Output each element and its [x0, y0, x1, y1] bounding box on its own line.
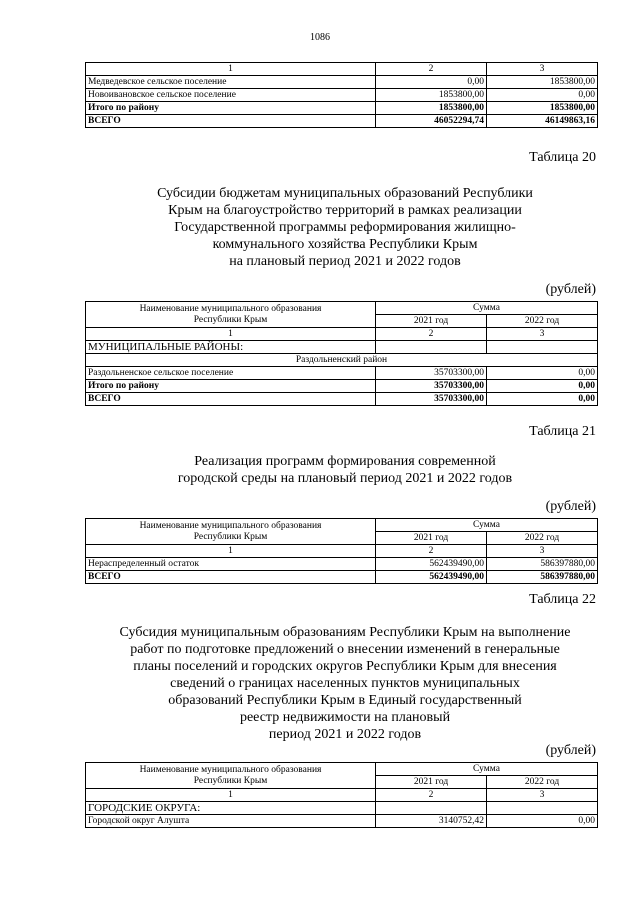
table-20-units: (рублей): [545, 282, 596, 297]
col-number-1: 1: [86, 789, 376, 802]
row-value-2022: 586397880,00: [487, 558, 598, 571]
col-number-2: 2: [376, 63, 487, 76]
row-name: Медведевское сельское поселение: [86, 76, 376, 89]
col-number-1: 1: [86, 545, 376, 558]
district-total-row: [86, 380, 598, 393]
column-number-row: [86, 328, 598, 341]
grand-total-row: [86, 571, 598, 584]
header-name-line1: Наименование муниципального образования: [139, 764, 322, 775]
header-2021: 2021 год: [376, 315, 487, 328]
table-20: [85, 301, 598, 406]
page-number: 1086: [310, 32, 330, 43]
title-line: коммунального хозяйства Республики Крым: [212, 237, 478, 252]
grand-total-2022: 46149863,16: [487, 115, 598, 128]
table-row: [86, 815, 598, 828]
title-line: Государственной программы реформирования жилищно-: [174, 220, 516, 235]
column-number-row: [86, 63, 598, 76]
header-name-cell: [86, 519, 376, 545]
row-value-2021: 35703300,00: [376, 367, 487, 380]
district-total-2021: 1853800,00: [376, 102, 487, 115]
row-name: Новоивановское сельское поселение: [86, 89, 376, 102]
table-21-units: (рублей): [545, 499, 596, 514]
header-name-line2: Республики Крым: [193, 531, 268, 542]
header-name-cell: [86, 302, 376, 328]
table-row: [86, 367, 598, 380]
title-line: период 2021 и 2022 годов: [268, 727, 422, 742]
section-label: ГОРОДСКИЕ ОКРУГА:: [86, 802, 376, 815]
table-21-title: [60, 453, 630, 487]
row-value-2021: 562439490,00: [376, 558, 487, 571]
header-sum: Сумма: [376, 519, 598, 532]
row-name: Раздольненское сельское поселение: [86, 367, 376, 380]
header-name-line1: Наименование муниципального образования: [139, 303, 322, 314]
section-row: [86, 802, 598, 815]
row-value-2021: 0,00: [376, 76, 487, 89]
grand-total-label: ВСЕГО: [86, 115, 376, 128]
grand-total-row: [86, 115, 598, 128]
header-name-cell: [86, 763, 376, 789]
header-sum: Сумма: [376, 302, 598, 315]
table-19-tail: [85, 62, 598, 128]
table-22-units: (рублей): [545, 743, 596, 758]
title-line: на плановый период 2021 и 2022 годов: [229, 254, 461, 269]
col-number-3: 3: [487, 63, 598, 76]
title-line: Реализация программ формирования современной: [194, 454, 496, 469]
header-name-line1: Наименование муниципального образования: [139, 520, 322, 531]
header-sum: Сумма: [376, 763, 598, 776]
title-line: Субсидия муниципальным образованиям Республики Крым на выполнение: [119, 625, 571, 640]
title-line: Субсидии бюджетам муниципальных образований Республики: [157, 186, 533, 201]
col-number-2: 2: [376, 545, 487, 558]
row-name: Городской округ Алушта: [86, 815, 376, 828]
district-total-label: Итого по району: [86, 102, 376, 115]
row-value-2021: 3140752,42: [376, 815, 487, 828]
district-total-row: [86, 102, 598, 115]
grand-total-label: ВСЕГО: [86, 571, 376, 584]
col-number-1: 1: [86, 328, 376, 341]
title-line: сведений о границах населенных пунктов муниципальных: [170, 676, 520, 691]
title-line: образований Республики Крым в Единый государственный: [168, 693, 522, 708]
header-name-line2: Республики Крым: [193, 775, 268, 786]
header-2021: 2021 год: [376, 776, 487, 789]
header-2021: 2021 год: [376, 532, 487, 545]
header-row: [86, 519, 598, 532]
col-number-1: 1: [86, 63, 376, 76]
grand-total-2021: 35703300,00: [376, 393, 487, 406]
section-label: МУНИЦИПАЛЬНЫЕ РАЙОНЫ:: [86, 341, 376, 354]
title-line: Крым на благоустройство территорий в рамках реализации: [168, 203, 522, 218]
header-row: [86, 302, 598, 315]
grand-total-2021: 562439490,00: [376, 571, 487, 584]
district-label: Раздольненский район: [86, 354, 598, 367]
grand-total-2022: 586397880,00: [487, 571, 598, 584]
column-number-row: [86, 545, 598, 558]
table-22: [85, 762, 598, 828]
district-row: [86, 354, 598, 367]
district-total-label: Итого по району: [86, 380, 376, 393]
table-20-label: Таблица 20: [529, 150, 596, 165]
header-2022: 2022 год: [487, 315, 598, 328]
row-value-2022: 0,00: [487, 815, 598, 828]
district-total-2022: 1853800,00: [487, 102, 598, 115]
section-row: [86, 341, 598, 354]
grand-total-2021: 46052294,74: [376, 115, 487, 128]
column-number-row: [86, 789, 598, 802]
district-total-2021: 35703300,00: [376, 380, 487, 393]
header-name-line2: Республики Крым: [193, 314, 268, 325]
title-line: планы поселений и городских округов Республики Крым для внесения: [133, 659, 557, 674]
table-22-label: Таблица 22: [529, 592, 596, 607]
title-line: работ по подготовке предложений о внесении изменений в генеральные: [130, 642, 560, 657]
col-number-2: 2: [376, 328, 487, 341]
row-value-2022: 0,00: [487, 367, 598, 380]
table-row: [86, 558, 598, 571]
grand-total-row: [86, 393, 598, 406]
table-row: [86, 89, 598, 102]
header-2022: 2022 год: [487, 776, 598, 789]
grand-total-2022: 0,00: [487, 393, 598, 406]
col-number-3: 3: [487, 328, 598, 341]
header-row: [86, 763, 598, 776]
row-value-2021: 1853800,00: [376, 89, 487, 102]
col-number-3: 3: [487, 545, 598, 558]
table-21-label: Таблица 21: [529, 424, 596, 439]
row-value-2022: 0,00: [487, 89, 598, 102]
grand-total-label: ВСЕГО: [86, 393, 376, 406]
title-line: реестр недвижимости на плановый: [239, 710, 451, 725]
table-row: [86, 76, 598, 89]
table-20-title: [60, 185, 630, 270]
title-line: городской среды на плановый период 2021 и 2022 годов: [177, 471, 513, 486]
col-number-2: 2: [376, 789, 487, 802]
row-name: Нераспределенный остаток: [86, 558, 376, 571]
table-21: [85, 518, 598, 584]
district-total-2022: 0,00: [487, 380, 598, 393]
header-2022: 2022 год: [487, 532, 598, 545]
col-number-3: 3: [487, 789, 598, 802]
row-value-2022: 1853800,00: [487, 76, 598, 89]
table-22-title: [60, 624, 630, 743]
